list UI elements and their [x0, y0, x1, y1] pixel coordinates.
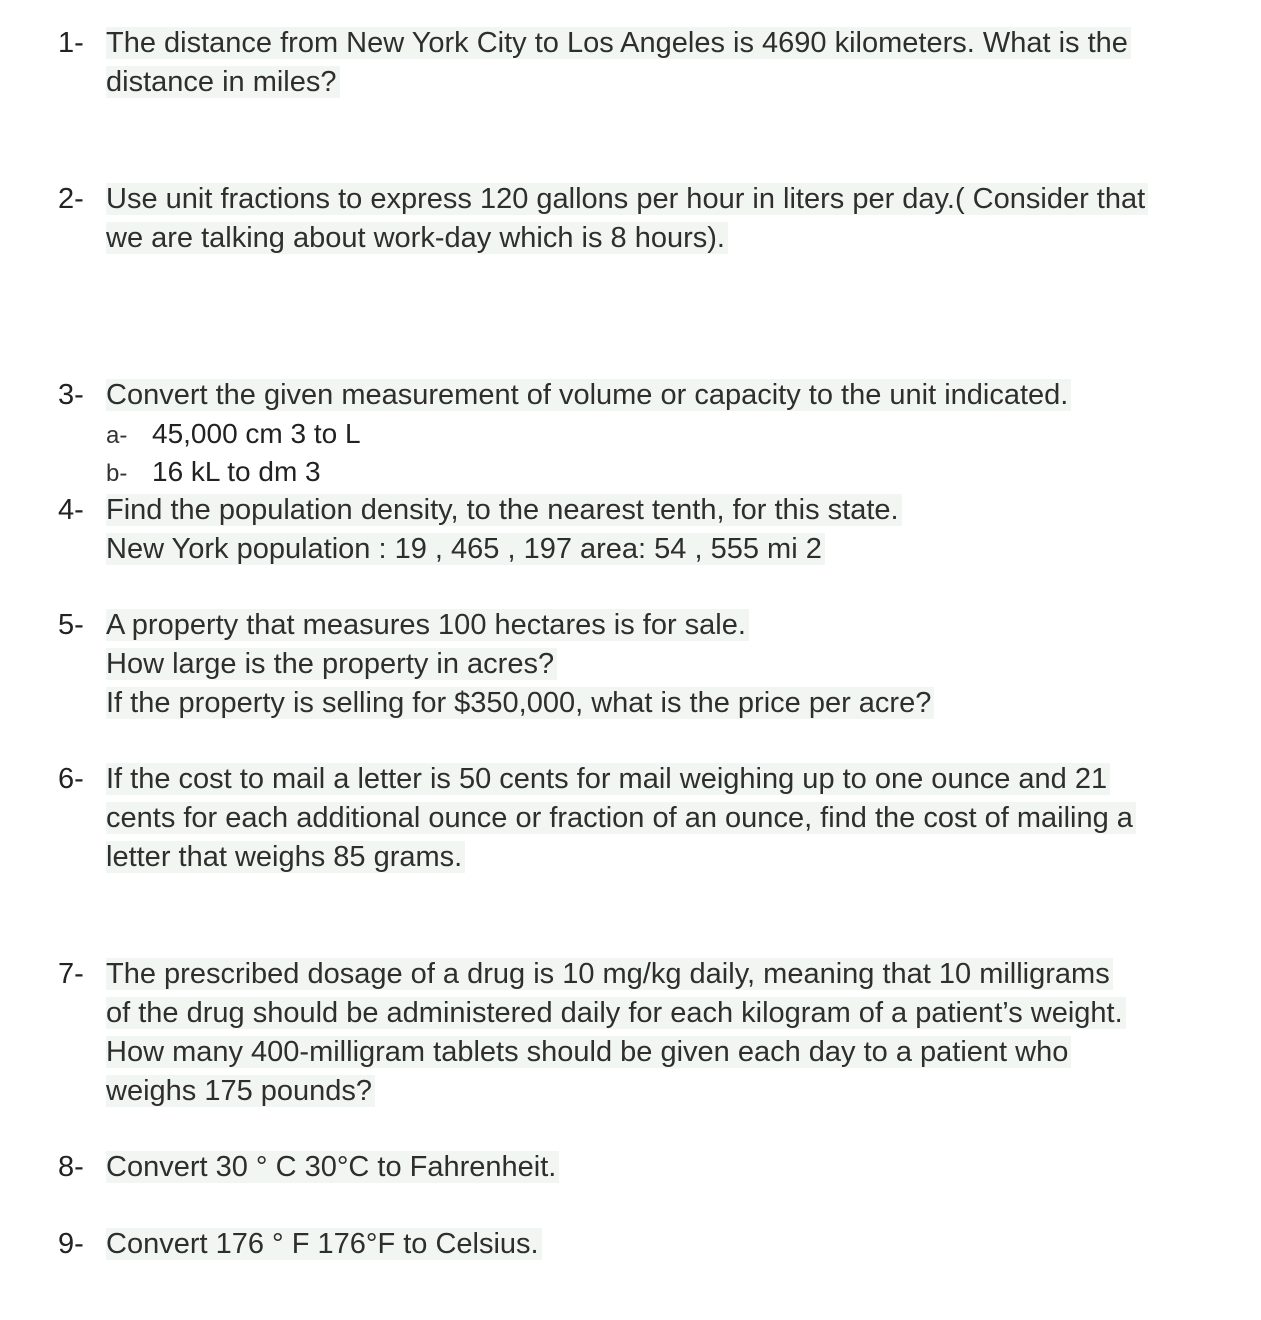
question-number: 7- [58, 958, 84, 990]
subitem-a [106, 415, 1246, 453]
subitem-label: b- [106, 460, 128, 487]
question-line: The distance from New York City to Los Angeles is 4690 kilometers. What is the [106, 27, 1131, 59]
question-text [106, 955, 1246, 1111]
question-text [106, 1148, 1246, 1187]
subitem-text: 45,000 cm 3 to L [152, 418, 361, 449]
question-line: The prescribed dosage of a drug is 10 mg/kg daily, meaning that 10 milligrams [106, 958, 1113, 990]
question-line: letter that weighs 85 grams. [106, 841, 465, 873]
question-number: 4- [58, 494, 84, 526]
question-number: 3- [58, 379, 84, 411]
question-line: New York population : 19 , 465 , 197 area: 54 , 555 mi 2 [106, 533, 825, 565]
question-text [106, 24, 1246, 102]
subitem-text: 16 kL to dm 3 [152, 456, 321, 487]
question-line: Convert 176 ° F 176°F to Celsius. [106, 1228, 542, 1260]
subitem-label: a- [106, 422, 128, 449]
question-line: Convert 30 ° C 30°C to Fahrenheit. [106, 1151, 559, 1183]
question-line: If the property is selling for $350,000, what is the price per acre? [106, 687, 934, 719]
question-number: 9- [58, 1228, 84, 1260]
question-line: we are talking about work-day which is 8 hours). [106, 222, 728, 254]
question-number: 2- [58, 183, 84, 215]
question-text [106, 606, 1246, 723]
question-text [106, 1225, 1246, 1264]
question-number: 8- [58, 1151, 84, 1183]
question-text [106, 491, 1246, 569]
question-number: 1- [58, 27, 84, 59]
question-line: Use unit fractions to express 120 gallons per hour in liters per day.( Consider that [106, 183, 1148, 215]
question-line: distance in miles? [106, 66, 340, 98]
question-text [106, 760, 1246, 877]
question-line: weighs 175 pounds? [106, 1075, 375, 1107]
question-number: 6- [58, 763, 84, 795]
question-number: 5- [58, 609, 84, 641]
question-text [106, 376, 1246, 491]
question-line: cents for each additional ounce or fraction of an ounce, find the cost of mailing a [106, 802, 1136, 834]
question-line: How large is the property in acres? [106, 648, 557, 680]
subitem-b [106, 453, 1246, 491]
question-line: How many 400-milligram tablets should be given each day to a patient who [106, 1036, 1071, 1068]
question-line: Convert the given measurement of volume or capacity to the unit indicated. [106, 379, 1071, 411]
question-line: of the drug should be administered daily for each kilogram of a patient’s weight. [106, 997, 1126, 1029]
question-line: A property that measures 100 hectares is for sale. [106, 609, 749, 641]
question-line: Find the population density, to the nearest tenth, for this state. [106, 494, 902, 526]
question-text [106, 180, 1246, 258]
question-line: If the cost to mail a letter is 50 cents for mail weighing up to one ounce and 21 [106, 763, 1110, 795]
